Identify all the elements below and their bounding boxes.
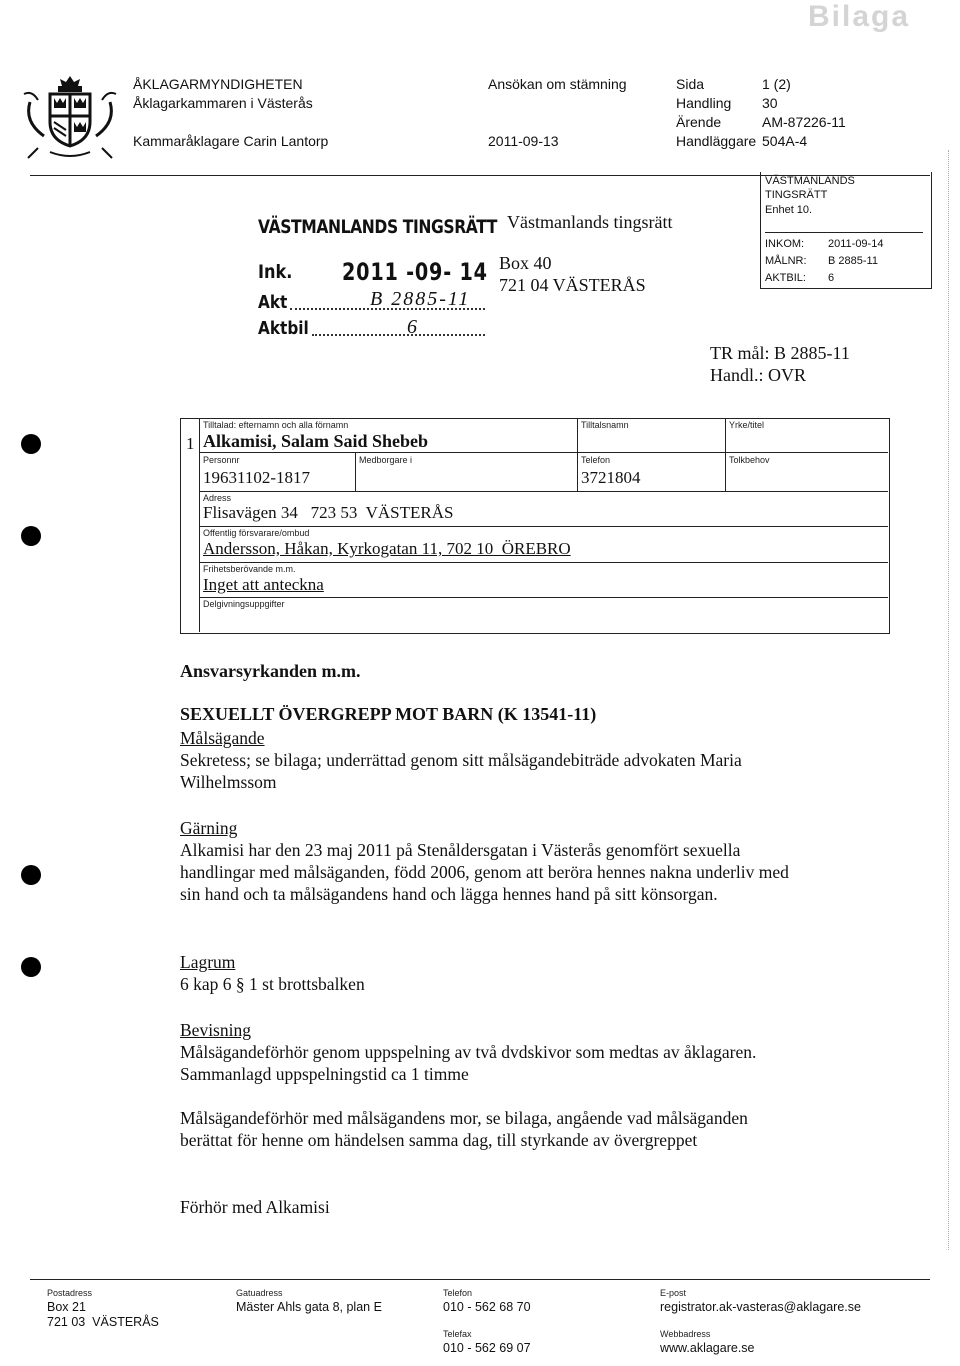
tr-handler: Handl.: OVR: [710, 365, 806, 385]
office-name: Åklagarkammaren i Västerås: [133, 95, 313, 111]
footer-visit: Mäster Ahls gata 8, plan E: [236, 1300, 382, 1314]
text-evidence-1: Målsägandeförhör genom uppspelning av två dvdskivor som medtas av åklagaren. Sammanlagd uppspelningstid ca 1 timme: [180, 1042, 757, 1084]
meta-value-case: AM-87226-11: [762, 114, 846, 130]
heading-evidence: Bevisning: [180, 1020, 251, 1040]
court-stamp-akt-value: B 2885-11: [370, 288, 471, 310]
inbox-value-aktbil: 6: [828, 272, 835, 284]
defendant-pnr: 19631102-1817: [203, 468, 311, 487]
court-stamp-aktbil-line: [312, 334, 485, 336]
defendant-custody: Inget att anteckna: [203, 575, 324, 594]
label-phone: Telefon: [581, 455, 611, 465]
court-address-name: Västmanlands tingsrätt: [507, 212, 673, 232]
text-plaintiff: Sekretess; se bilaga; underrättad genom sitt målsägandebiträde advokaten Maria Wilhelmssom: [180, 750, 742, 792]
footer-divider: [30, 1279, 930, 1280]
meta-label-handling: Handling: [676, 95, 732, 111]
defendant-phone: 3721804: [581, 468, 641, 487]
table-vline: [725, 418, 726, 491]
court-address-box: Box 40: [499, 253, 552, 273]
footer-visit-label: Gatuadress: [236, 1288, 283, 1298]
label-address: Adress: [203, 493, 232, 503]
tr-case-number: TR mål: B 2885-11: [710, 343, 850, 363]
inbox-label-aktbil: AKTBIL:: [765, 272, 806, 284]
footer-post-2: 721 03 VÄSTERÅS: [47, 1315, 159, 1329]
punch-hole: [21, 865, 41, 885]
footer-post-label: Postadress: [47, 1288, 93, 1298]
footer-fax-label: Telefax: [443, 1329, 472, 1339]
heading-plaintiff: Målsägande: [180, 728, 265, 748]
heading-law: Lagrum: [180, 952, 236, 972]
inbox-label-inkom: INKOM:: [765, 238, 805, 250]
scan-edge-noise: [948, 150, 951, 1250]
inbox-stamp-unit: Enhet 10.: [765, 204, 813, 216]
table-hline: [199, 597, 888, 598]
org-name: ÅKLAGARMYNDIGHETEN: [133, 76, 303, 92]
label-occupation: Yrke/titel: [729, 420, 765, 430]
defendant-name: Alkamisi, Salam Said Shebeb: [203, 431, 429, 451]
defendant-address: Flisavägen 34 723 53 VÄSTERÅS: [203, 503, 454, 522]
inbox-value-inkom: 2011-09-14: [828, 238, 884, 250]
punch-hole: [21, 526, 41, 546]
section-heading: Ansvarsyrkanden m.m.: [180, 661, 361, 681]
court-stamp-ink-label: Ink.: [258, 261, 293, 283]
footer-web[interactable]: www.aklagare.se: [660, 1341, 755, 1355]
document-type: Ansökan om stämning: [488, 76, 627, 92]
label-name: Tilltalad: efternamn och alla förnamn: [203, 420, 349, 430]
inbox-value-malnr: B 2885-11: [828, 255, 878, 267]
inbox-stamp-court2: TINGSRÄTT: [765, 189, 828, 201]
footer-email-label: E-post: [660, 1288, 687, 1298]
footer-phone-label: Telefon: [443, 1288, 473, 1298]
label-counsel: Offentlig försvarare/ombud: [203, 528, 310, 538]
table-hline: [199, 452, 888, 453]
text-law: 6 kap 6 § 1 st brottsbalken: [180, 974, 365, 994]
label-interpreter: Tolkbehov: [729, 455, 770, 465]
coat-of-arms-logo: [20, 72, 120, 164]
punch-hole: [21, 957, 41, 977]
punch-hole: [21, 434, 41, 454]
heading-act: Gärning: [180, 818, 238, 838]
corner-stamp: Bilaga: [808, 0, 911, 33]
footer-web-label: Webbadress: [660, 1329, 711, 1339]
meta-label-officer: Handläggare: [676, 133, 757, 149]
court-stamp-akt-label: Akt: [258, 292, 288, 313]
footer-phone: 010 - 562 68 70: [443, 1300, 531, 1314]
court-stamp-ink-date: 2011 -09- 14: [342, 258, 488, 286]
document-date: 2011-09-13: [488, 133, 559, 149]
meta-label-page: Sida: [676, 76, 705, 92]
defendant-counsel: Andersson, Håkan, Kyrkogatan 11, 702 10 ÖREBRO: [203, 539, 571, 558]
meta-value-page: 1 (2): [762, 76, 791, 92]
court-stamp-aktbil-label: Aktbil: [258, 318, 309, 339]
table-hline: [199, 526, 888, 527]
inbox-stamp-court: VÄSTMANLANDS: [765, 175, 855, 187]
defendant-number: 1: [186, 434, 195, 453]
prosecutor-name: Kammaråklagare Carin Lantorp: [133, 133, 329, 149]
meta-value-handling: 30: [762, 95, 778, 111]
text-evidence-3: Förhör med Alkamisi: [180, 1197, 330, 1217]
court-stamp-title: VÄSTMANLANDS TINGSRÄTT: [258, 216, 498, 238]
inbox-stamp-divider: [765, 232, 923, 233]
meta-value-officer: 504A-4: [762, 133, 808, 149]
label-pnr: Personnr: [203, 455, 240, 465]
footer-post-1: Box 21: [47, 1300, 86, 1314]
inbox-label-malnr: MÅLNR:: [765, 255, 807, 267]
table-vline: [199, 418, 200, 632]
meta-label-case: Ärende: [676, 114, 722, 130]
text-act: Alkamisi har den 23 maj 2011 på Stenåldersgatan i Västerås genomfört sexuella handlingar med målsäganden, född 2006, genom att beröra hennes nakna underliv med sin hand och ta målsägandens hand och lägga hennes hand på sitt könsorgan.: [180, 840, 789, 904]
table-hline: [199, 562, 888, 563]
text-evidence-2: Målsägandeförhör med målsägandens mor, se bilaga, angående vad målsäganden berättat för henne om händelsen samma dag, till styrkande av övergreppet: [180, 1108, 748, 1150]
footer-fax: 010 - 562 69 07: [443, 1341, 531, 1355]
footer-email[interactable]: registrator.ak-vasteras@aklagare.se: [660, 1300, 861, 1314]
court-address-city: 721 04 VÄSTERÅS: [499, 275, 646, 295]
table-hline: [199, 491, 888, 492]
label-custody: Frihetsberövande m.m.: [203, 564, 296, 574]
court-stamp-aktbil-value: 6: [407, 316, 417, 338]
table-vline: [577, 418, 578, 491]
label-callname: Tilltalsnamn: [581, 420, 629, 430]
label-service: Delgivningsuppgifter: [203, 599, 285, 609]
charge-title: SEXUELLT ÖVERGREPP MOT BARN (K 13541-11): [180, 704, 597, 724]
table-vline: [355, 452, 356, 491]
label-citizen: Medborgare i: [359, 455, 413, 465]
